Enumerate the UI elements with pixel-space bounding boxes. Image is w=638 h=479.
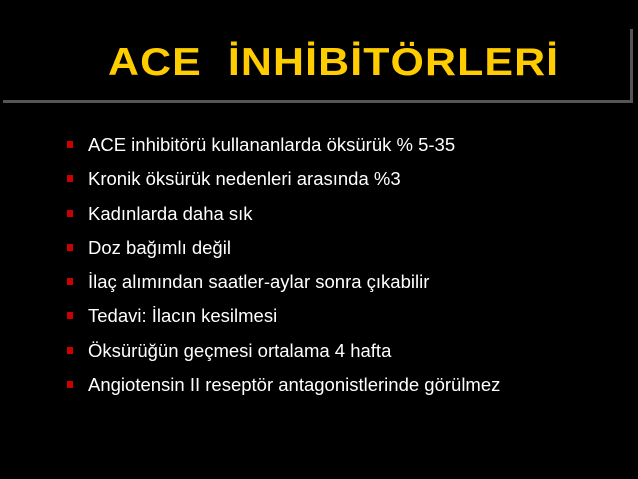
square-bullet-icon	[67, 278, 73, 285]
square-bullet-icon	[67, 347, 73, 354]
bullet-text: Doz bağımlı değil	[88, 236, 231, 258]
square-bullet-icon	[67, 381, 73, 388]
bullet-text: İlaç alımından saatler-aylar sonra çıkabilir	[88, 271, 430, 293]
slide-title: ACE İNHİBİTÖRLERİ	[108, 41, 560, 84]
bullet-text: Kadınlarda daha sık	[88, 202, 253, 224]
square-bullet-icon	[67, 210, 73, 217]
square-bullet-icon	[67, 141, 73, 148]
square-bullet-icon	[67, 244, 73, 251]
bullet-text: Kronik öksürük nedenleri arasında %3	[88, 168, 401, 190]
square-bullet-icon	[67, 175, 73, 182]
square-bullet-icon	[67, 312, 73, 319]
bullet-text: Tedavi: İlacın kesilmesi	[88, 305, 278, 327]
bullet-text: Angiotensin II reseptör antagonistlerinde görülmez	[88, 374, 501, 396]
bullet-text: ACE inhibitörü kullananlarda öksürük % 5-35	[88, 134, 456, 155]
bullet-text: Öksürüğün geçmesi ortalama 4 hafta	[88, 339, 392, 361]
